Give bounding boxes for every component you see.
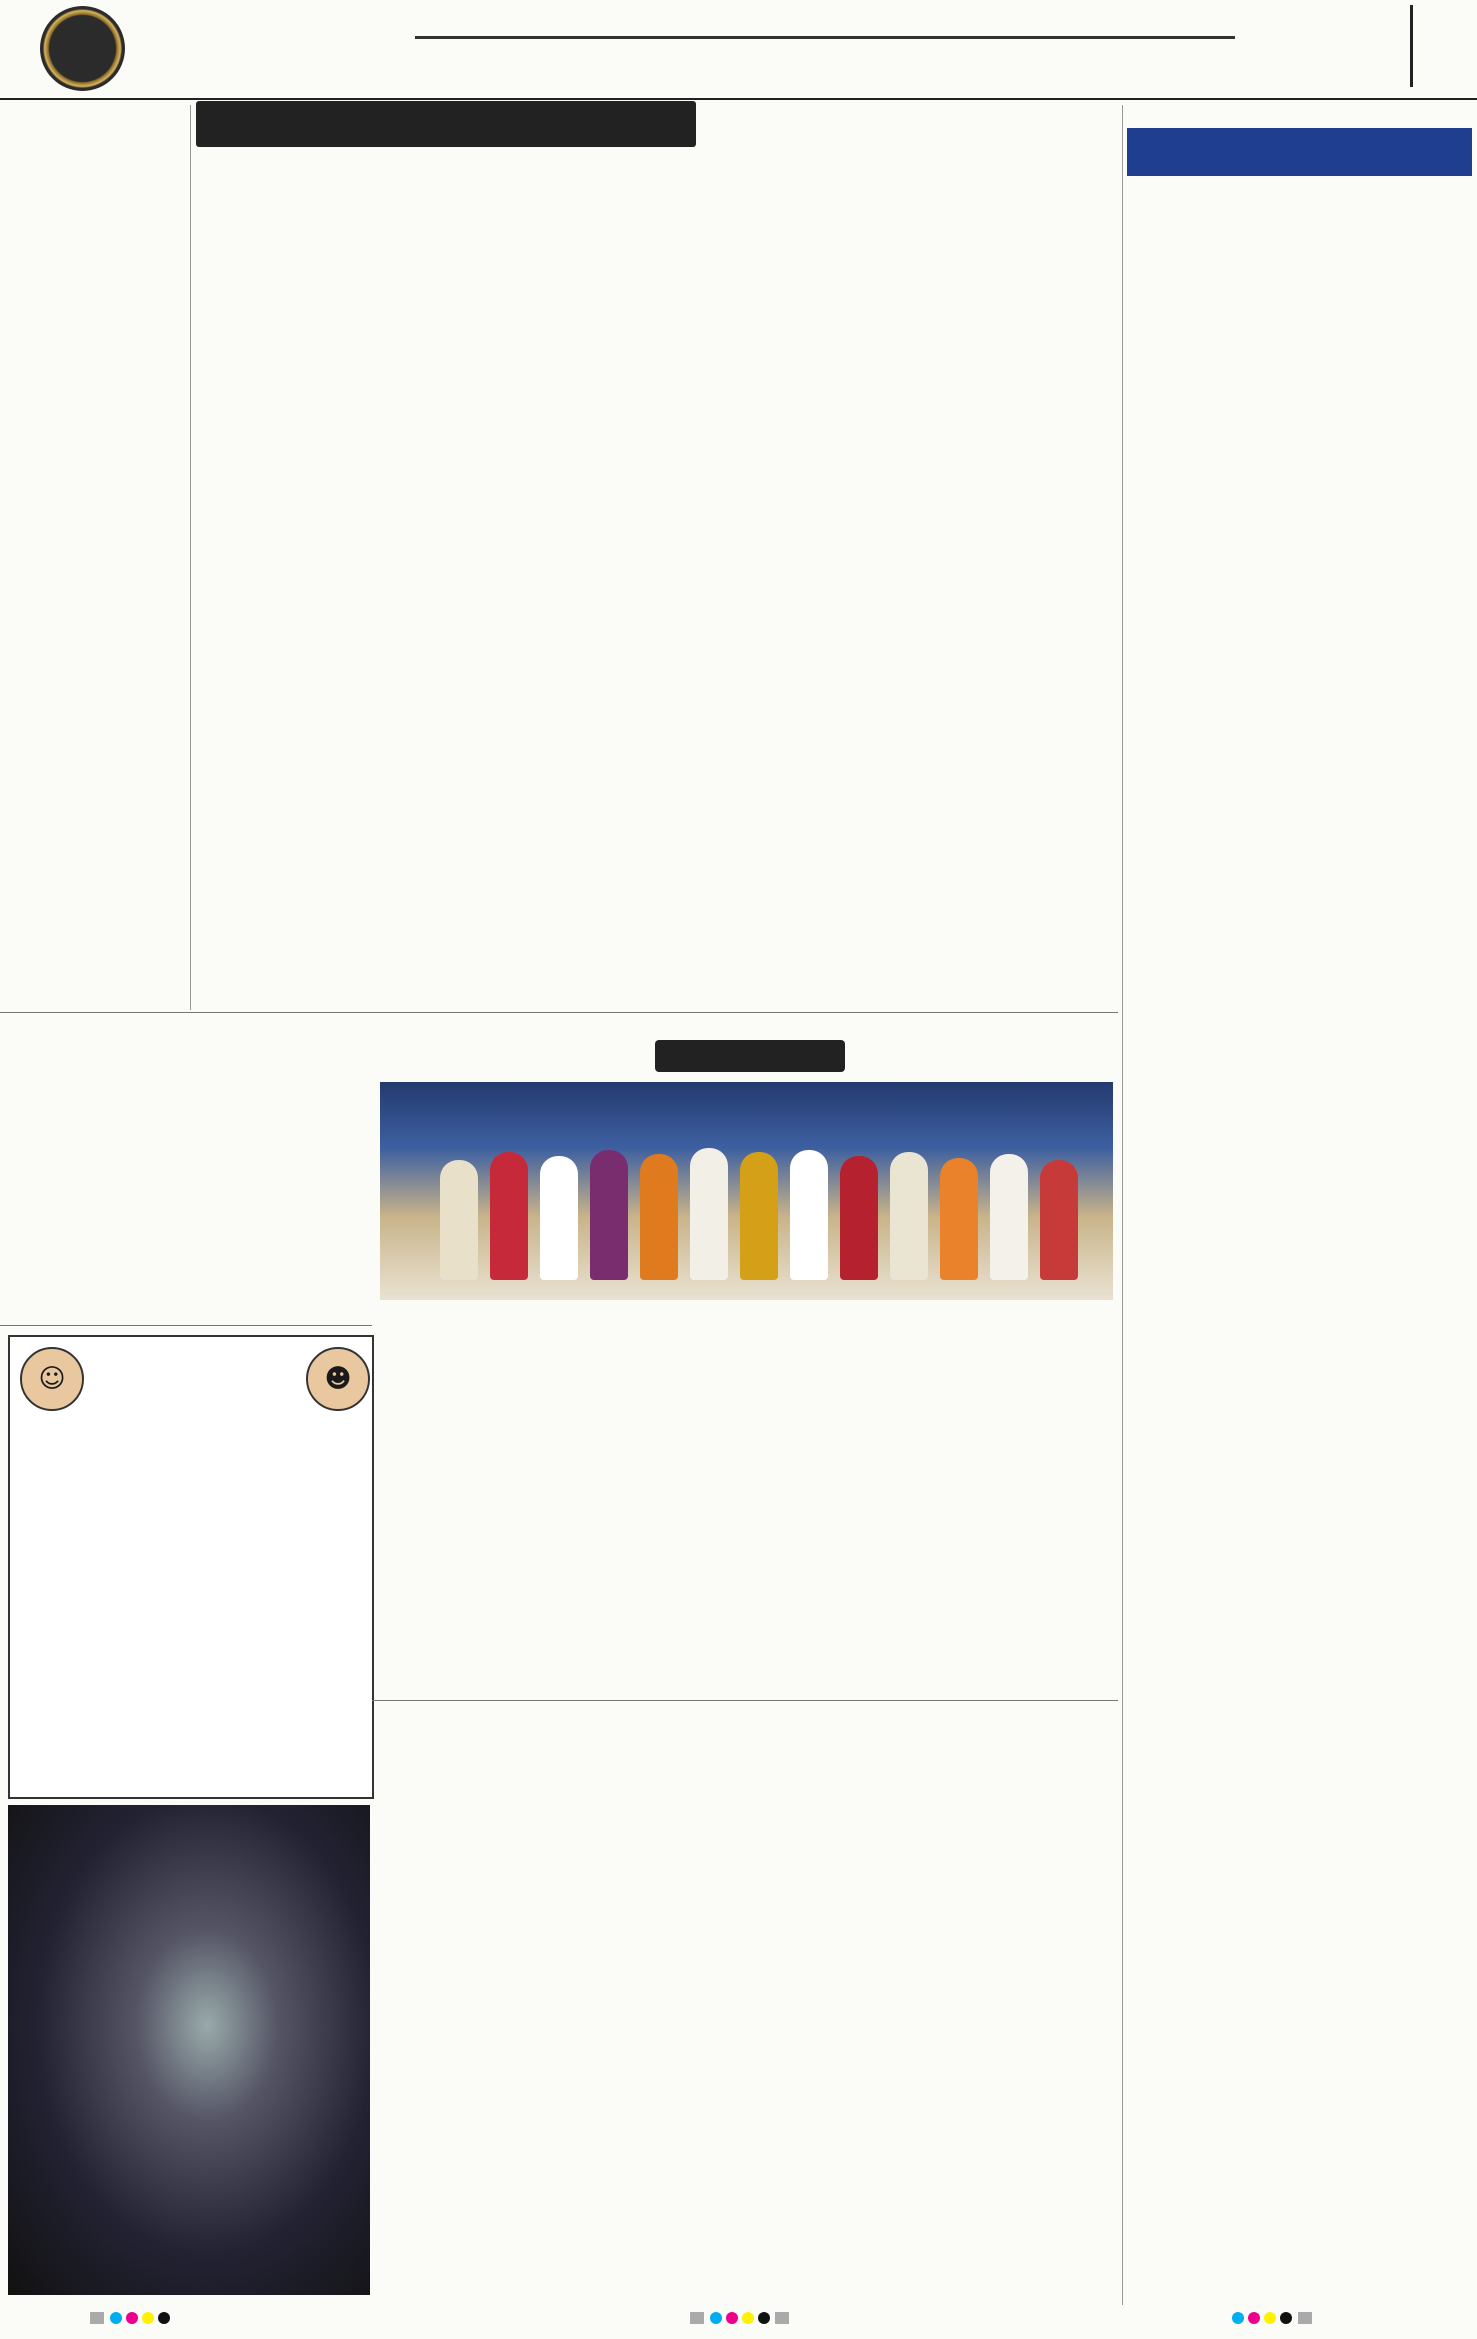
masthead (0, 0, 1477, 100)
cartoon-face-icon: ☻ (306, 1347, 370, 1411)
newspaper-logo (40, 6, 125, 91)
person-figure (890, 1152, 928, 1280)
print-marks (1230, 2312, 1312, 2336)
events-banner (196, 101, 696, 147)
continued-kicker (655, 1040, 845, 1072)
person-figure (840, 1156, 878, 1280)
person-figure (540, 1156, 578, 1280)
page-number (1410, 5, 1473, 87)
horoscope-header (1127, 128, 1472, 176)
print-marks (90, 2312, 172, 2336)
person-figure (940, 1158, 978, 1280)
print-marks (690, 2312, 789, 2336)
person-figure (690, 1148, 728, 1280)
gapa-box (8, 1335, 374, 1799)
header-rule (415, 36, 1235, 39)
person-figure (1040, 1160, 1078, 1280)
person-figure (990, 1154, 1028, 1280)
event-photo (380, 1082, 1113, 1300)
page-title (1250, 5, 1410, 87)
section-divider (0, 1012, 1118, 1013)
person-figure (640, 1154, 678, 1280)
person-figure (790, 1150, 828, 1280)
person-figure (590, 1150, 628, 1280)
cartoon-face-icon: ☺ (20, 1347, 84, 1411)
column-divider (190, 105, 191, 1010)
person-figure (440, 1160, 478, 1280)
gapa-title (88, 1351, 308, 1403)
section-divider (372, 1700, 1118, 1701)
person-figure (490, 1152, 528, 1280)
column-divider (1122, 105, 1123, 2305)
person-figure (740, 1152, 778, 1280)
section-divider (0, 1325, 372, 1326)
weather-satellite-image (8, 1805, 370, 2295)
